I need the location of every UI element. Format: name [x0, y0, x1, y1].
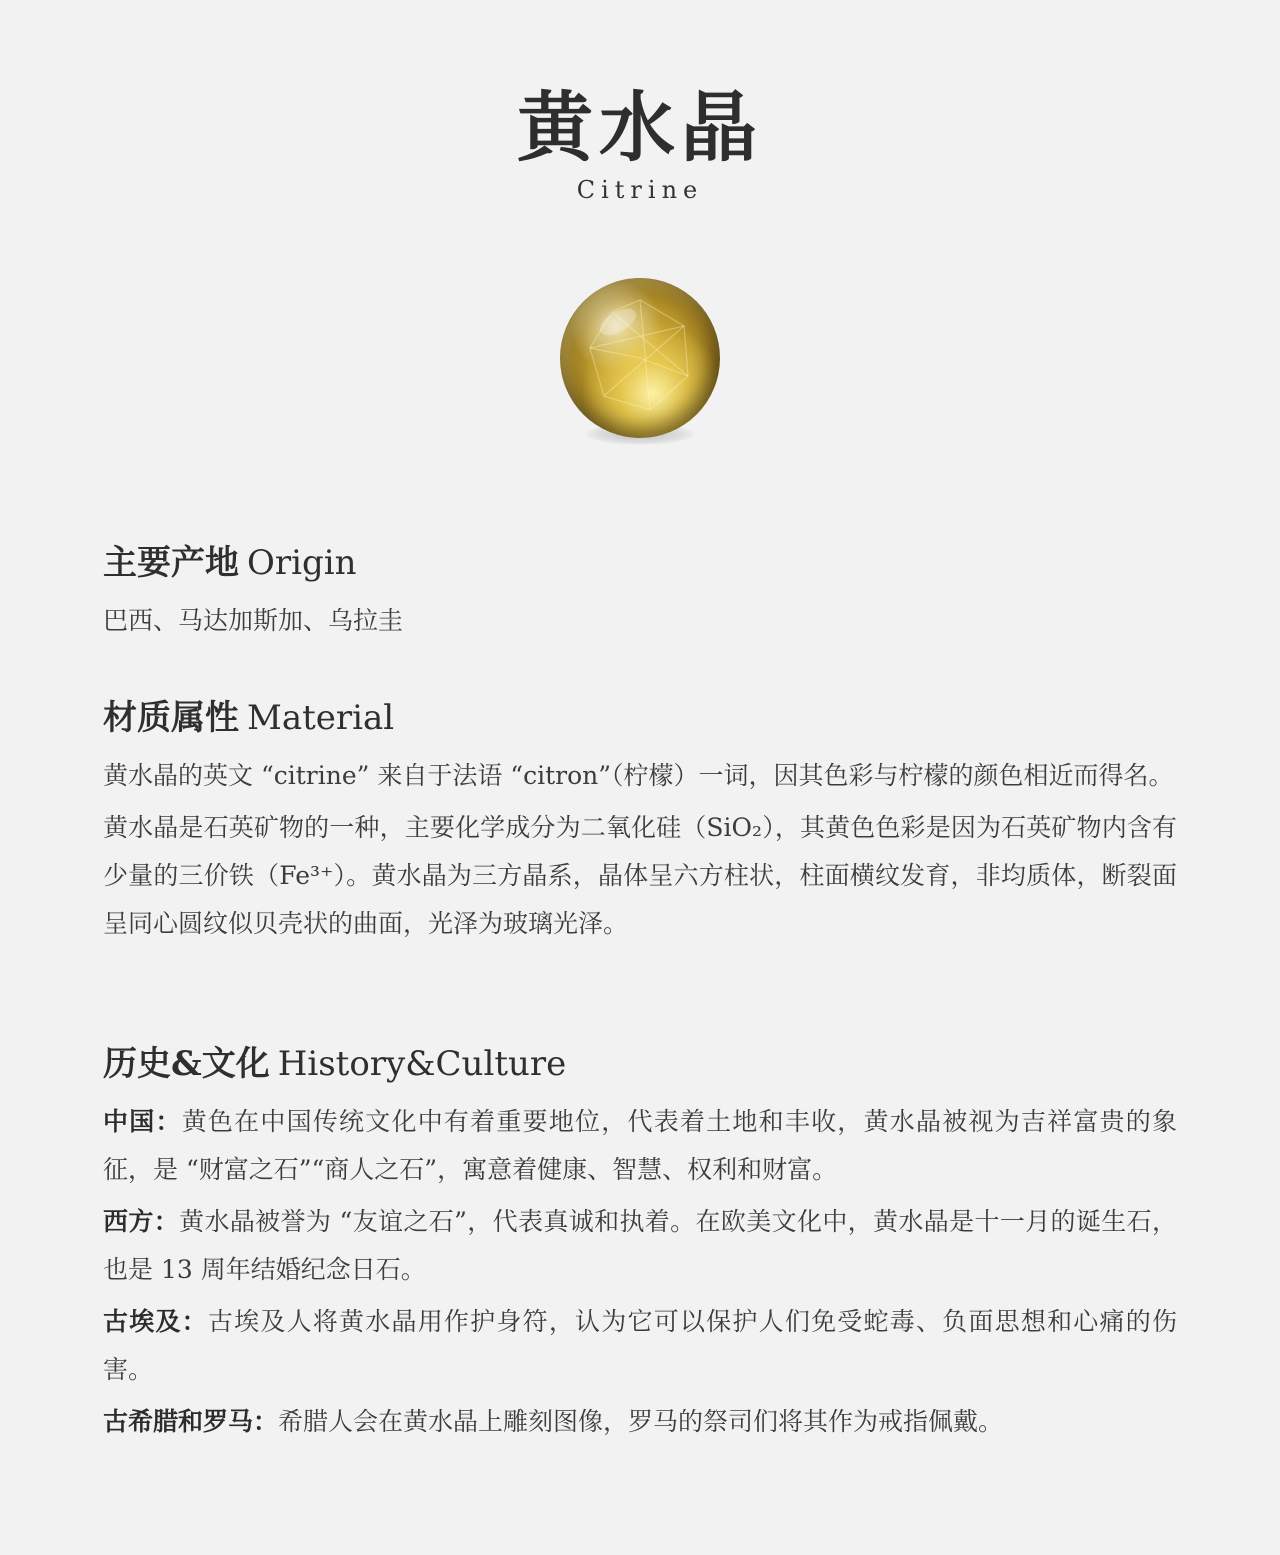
origin-heading-zh: 主要产地 — [103, 543, 239, 583]
history-item-label: 古希腊和罗马： — [103, 1407, 279, 1436]
citrine-sphere-icon — [540, 258, 740, 468]
history-item-text: 希腊人会在黄水晶上雕刻图像，罗马的祭司们将其作为戒指佩戴。 — [278, 1407, 1004, 1436]
history-section — [103, 1044, 1177, 1446]
material-heading-en: Material — [247, 698, 395, 738]
history-item-label: 中国： — [103, 1107, 182, 1136]
gem-facets — [560, 278, 720, 438]
history-heading-zh: 历史&文化 — [103, 1044, 270, 1084]
history-item-text: 黄水晶被誉为 “友谊之石”，代表真诚和执着。在欧美文化中，黄水晶是十一月的诞生石，也是 13 周年结婚纪念日石。 — [103, 1207, 1177, 1284]
history-item-egypt — [103, 1298, 1177, 1394]
material-heading-zh: 材质属性 — [103, 698, 239, 738]
history-heading-en: History&Culture — [277, 1044, 567, 1084]
history-item-label: 古埃及： — [103, 1307, 208, 1336]
history-item-china — [103, 1098, 1177, 1194]
origin-heading-en: Origin — [247, 543, 357, 583]
origin-heading — [103, 543, 1177, 583]
history-item-text: 古埃及人将黄水晶用作护身符，认为它可以保护人们免受蛇毒、负面思想和心痛的伤害。 — [103, 1307, 1177, 1384]
history-item-label: 西方： — [103, 1207, 180, 1236]
history-item-west — [103, 1198, 1177, 1294]
page-title: 黄水晶 — [517, 83, 763, 172]
history-item-text: 黄色在中国传统文化中有着重要地位，代表着土地和丰收，黄水晶被视为吉祥富贵的象征，是 “财富之石”“商人之石”，寓意着健康、智慧、权利和财富。 — [103, 1107, 1177, 1184]
gem-facet-lines — [560, 278, 720, 438]
page-header — [0, 80, 1280, 204]
history-item-greece-rome — [103, 1398, 1177, 1446]
origin-text: 巴西、马达加斯加、乌拉圭 — [103, 606, 404, 635]
history-heading — [103, 1044, 1177, 1084]
material-heading — [103, 698, 1177, 738]
origin-section — [103, 543, 1177, 645]
material-paragraph-1: 黄水晶的英文 “citrine” 来自于法语 “citron”（柠檬）一词，因其色彩与柠檬的颜色相近而得名。 — [103, 761, 1174, 790]
page-subtitle: Citrine — [576, 176, 704, 204]
material-section — [103, 698, 1177, 948]
material-paragraph-2: 黄水晶是石英矿物的一种，主要化学成分为二氧化硅（SiO₂），其黄色色彩是因为石英矿物内含有少量的三价铁（Fe³⁺）。黄水晶为三方晶系，晶体呈六方柱状，柱面横纹发育，非均质体，断裂面呈同心圆纹似贝壳状的曲面，光泽为玻璃光泽。 — [103, 813, 1177, 938]
